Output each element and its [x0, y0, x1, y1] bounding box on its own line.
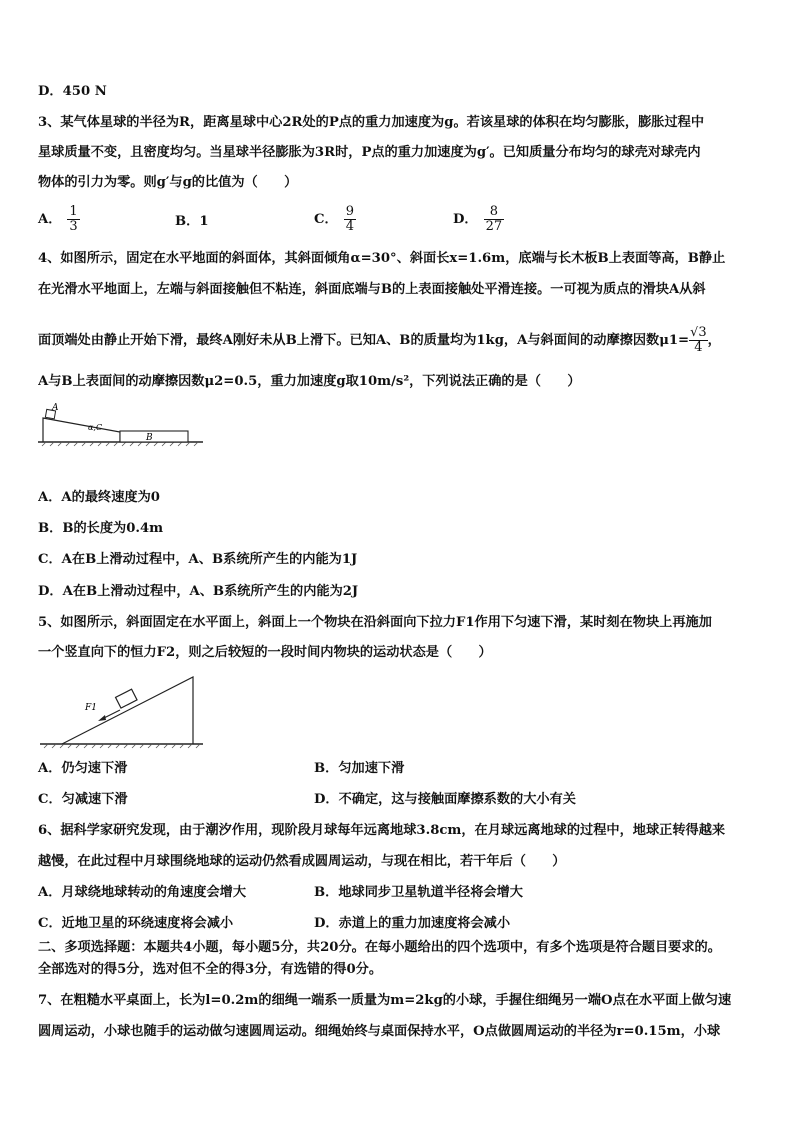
block [116, 689, 137, 708]
mu1-fraction: $\frac{√3}{4}$ [690, 326, 707, 355]
q3-option-a: A． $\frac{1}{3}$ [38, 204, 78, 234]
q5-text-line2: 一个竖直向下的恒力F2，则之后较短的一段时间内物块的运动状态是（ ） [38, 645, 492, 660]
q4-text-line1: 4、如图所示，固定在水平地面的斜面体，其斜面倾角α=30°、斜面长x=1.6m，底端与长木板B上表面等高，B静止 [38, 251, 726, 266]
label-a: A [52, 403, 59, 413]
q3-option-c: C． $\frac{9}{4}$ [314, 204, 354, 234]
q6-option-b: B．地球同步卫星轨道半径将会增大 [314, 885, 523, 900]
force-arrow-head [98, 715, 106, 721]
section2-heading-line2: 全部选对的得5分，选对但不全的得3分，有选错的得0分。 [38, 962, 383, 977]
label-b: B [146, 433, 153, 443]
q7-text-line2: 圆周运动，小球也随手的运动做匀速圆周运动。细绳始终与桌面保持水平，O点做圆周运动的半径为r=0.15m，小球 [38, 1024, 721, 1039]
incline-force-diagram [38, 672, 208, 750]
q3-text-line3: 物体的引力为零。则g′与g的比值为（ ） [38, 175, 298, 190]
q4-option-a: A．A的最终速度为0 [38, 490, 160, 505]
q3-option-b: B．1 [175, 214, 209, 229]
q6-option-c: C．近地卫星的环绕速度将会减小 [38, 916, 234, 931]
label-alpha: α,C [88, 423, 103, 432]
q3-option-d: D． $\frac{8}{27}$ [453, 204, 503, 234]
q2-option-d: D．450 N [38, 84, 107, 99]
q3-text-line2: 星球质量不变，且密度均匀。当星球半径膨胀为3R时，P点的重力加速度为g′。已知质量分布均匀的球壳对球壳内 [38, 145, 701, 160]
label-f1: F1 [85, 703, 97, 713]
q5-text-line1: 5、如图所示，斜面固定在水平面上，斜面上一个物块在沿斜面向下拉力F1作用下匀速下滑，某时刻在物块上再施加 [38, 615, 712, 630]
q6-option-a: A．月球绕地球转动的角速度会增大 [38, 885, 247, 900]
q6-option-d: D．赤道上的重力加速度将会减小 [314, 916, 511, 931]
incline-body [43, 418, 120, 442]
incline-board-diagram [38, 400, 208, 450]
q5-option-a: A．仍匀速下滑 [38, 761, 128, 776]
q4-option-d: D．A在B上滑动过程中，A、B系统所产生的内能为2J [38, 584, 359, 599]
q5-option-c: C．匀减速下滑 [38, 792, 128, 807]
q3-text-line1: 3、某气体星球的半径为R，距离星球中心2R处的P点的重力加速度为g。若该星球的体积在均匀膨胀，膨胀过程中 [38, 115, 705, 130]
q4-option-b: B．B的长度为0.4m [38, 521, 164, 536]
q5-option-b: B．匀加速下滑 [314, 761, 405, 776]
board-b [120, 431, 188, 442]
q5-option-d: D．不确定，这与接触面摩擦系数的大小有关 [314, 792, 576, 807]
q4-text-line4: A与B上表面间的动摩擦因数μ2=0.5，重力加速度g取10m/s²，下列说法正确的是（ ） [38, 374, 581, 389]
q3-option-d-fraction: $\frac{8}{27}$ [485, 204, 503, 234]
q6-text-line1: 6、据科学家研究发现，由于潮汐作用，现阶段月球每年远离地球3.8cm，在月球远离地球的过程中，地球正转得越来 [38, 823, 726, 838]
q4-option-c: C．A在B上滑动过程中，A、B系统所产生的内能为1J [38, 552, 358, 567]
q3-option-c-fraction: $\frac{9}{4}$ [345, 204, 354, 234]
q4-text-line2: 在光滑水平地面上，左端与斜面接触但不粘连，斜面底端与B的上表面接触处平滑连接。一可视为质点的滑块A从斜 [38, 282, 706, 297]
q6-text-line2: 越慢，在此过程中月球围绕地球的运动仍然看成圆周运动，与现在相比，若干年后（ ） [38, 854, 566, 869]
q7-text-line1: 7、在粗糙水平桌面上，长为l=0.2m的细绳一端系一质量为m=2kg的小球，手握住细绳另一端O点在水平面上做匀速 [38, 993, 732, 1008]
q3-option-a-fraction: $\frac{1}{3}$ [69, 204, 78, 234]
q4-text-line3: 面顶端处由静止开始下滑，最终A刚好未从B上滑下。已知A、B的质量均为1kg，A与斜面间的动摩擦因数μ1= $\frac{√3}{4}$， [38, 326, 721, 355]
section2-heading-line1: 二、多项选择题：本题共4小题，每小题5分，共20分。在每小题给出的四个选项中，有多个选项是符合题目要求的。 [38, 940, 721, 955]
incline-body [62, 677, 193, 744]
